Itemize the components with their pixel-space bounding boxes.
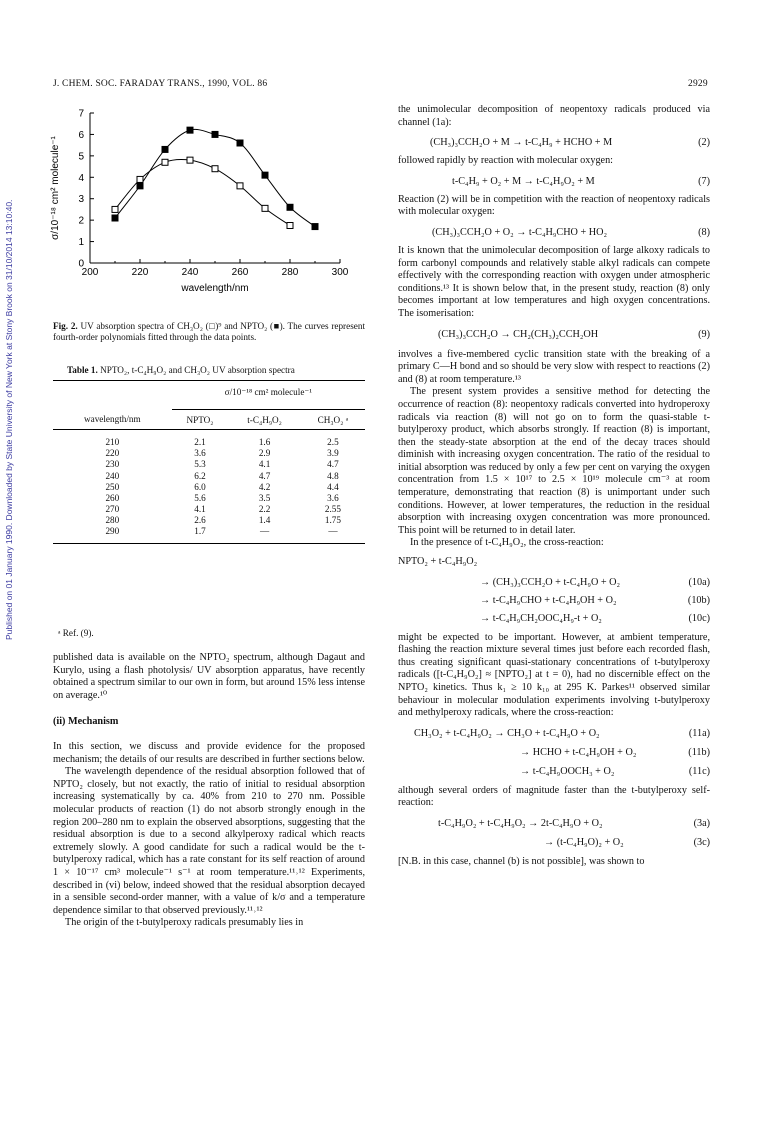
table-row: [53, 459, 365, 470]
equation-text: t-C₄H₉ + O₂ + M → t-C₄H₉O₂ + M: [452, 175, 595, 187]
table-row: [53, 436, 365, 447]
table-row: [53, 526, 365, 537]
fitted-curves: [115, 129, 315, 226]
equation-number: (10a): [688, 576, 710, 588]
equation-3c: [398, 837, 710, 850]
figure-caption: [53, 321, 365, 343]
column-header: t-C₄H₉O₂: [247, 414, 282, 425]
npto2-point: [262, 172, 268, 178]
equation-10b: [398, 595, 710, 608]
equation-text: → t-C₄H₉CHO + t-C₄H₉OH + O₂: [480, 594, 617, 606]
equation-11b: [398, 747, 710, 760]
equation-3a: [398, 818, 710, 831]
ch3o2-point: [187, 157, 193, 163]
table-row: [53, 481, 365, 492]
table-cell: 4.2: [258, 481, 271, 492]
ch3o2-point: [162, 159, 168, 165]
x-tick-label: 240: [181, 267, 199, 278]
column-header: NPTO₂: [186, 414, 214, 425]
fitted-curve: [115, 160, 290, 226]
table-cell: 6.0: [194, 481, 206, 492]
table-row: [53, 515, 365, 526]
paragraph: [N.B. in this case, channel (b) is not possible], was shown to: [398, 855, 645, 867]
equation-number: (3c): [693, 836, 710, 848]
x-axis-label: wavelength/nm: [181, 283, 249, 294]
table-cell: 5.3: [194, 459, 206, 470]
y-tick-label: 5: [78, 151, 84, 163]
table-cell: 4.8: [327, 470, 339, 481]
table-cell: 2.55: [324, 504, 341, 515]
figure-caption-text: UV absorption spectra of CH₃O₂ (□)⁹ and NPTO₂ (■). The curves represent fourth-order polynomials fitted through the data points.: [53, 321, 365, 343]
npto2-point: [187, 127, 193, 133]
npto2-point: [312, 224, 318, 230]
equation-text: (CH₃)₃CCH₂O + O₂ → t-C₄H₉CHO + HO₂: [432, 226, 608, 238]
table-cell: 4.7: [258, 470, 271, 481]
table-cell: 230: [105, 459, 120, 470]
paragraph: published data is available on the NPTO₂ spectrum, although Dagaut and Kurylo, using a flash photolysis/ UV absorption apparatus, have recently obtained a spectrum similar to our own in form, but around 15% less intense on average.¹⁰: [53, 652, 365, 701]
download-note: Published on 01 January 1990. Downloaded by State University of New York at Stony Brook on 31/10/2014 13:10:40.: [4, 199, 14, 640]
download-watermark: [4, 100, 16, 640]
table-cell: 220: [105, 448, 120, 459]
equation-10a: [398, 577, 710, 590]
table-footnote: ᵃ Ref. (9).: [58, 628, 94, 638]
running-header: J. CHEM. SOC. FARADAY TRANS., 1990, VOL. 86: [53, 79, 268, 89]
y-axis-label: σ/10⁻¹⁸ cm² molecule⁻¹: [50, 136, 61, 240]
table-cell: 1.7: [194, 526, 206, 537]
table-cell: 2.9: [258, 448, 271, 459]
table-cell: 1.4: [258, 515, 271, 526]
paragraph: In the presence of t-C₄H₉O₂, the cross-reaction:: [410, 537, 604, 549]
table-cell: 2.5: [327, 436, 339, 447]
equation-number: (10b): [687, 594, 710, 606]
x-tick-label: 200: [81, 267, 99, 278]
table-cell: 4.1: [258, 459, 271, 470]
table-cell: 2.6: [194, 515, 206, 526]
ch3o2-point: [212, 166, 218, 172]
table-row: [53, 448, 365, 459]
table-cell: —: [259, 526, 270, 537]
paragraph: followed rapidly by reaction with molecular oxygen:: [398, 155, 614, 167]
table-cell: 3.6: [194, 448, 206, 459]
table-cell: 1.75: [324, 515, 341, 526]
equation-number: (11b): [688, 746, 710, 758]
paragraph: The wavelength dependence of the residual absorption followed that of NPTO₂ closely, but not exactly, the ratio of initial to residual absorption increasing systematically by ca. 40% from 210 to 270 nm. Possible molecular products of reaction (1) do not absorb strongly enough in the region 200–280 nm to explain the observed absorptions, suggesting that the residual absorption is due to a second alkylperoxy radical which reacts extremely slowly. A good candidate for such a radical would be the t-butylperoxy radical, which has a rate constant for its self reaction of around 1 × 10⁻¹⁷ cm³ molecule⁻¹ s⁻¹ at room temperature.¹¹˒¹² Experiments, described in (vi) below, indeed showed that the residual absorption decayed in a sensible second-order manner, with a value of k/σ and a temperature dependence similar to that observed previously.¹¹˒¹²: [53, 766, 365, 916]
table-cell: 2.2: [258, 504, 271, 515]
table-group-header: σ/10⁻¹⁸ cm² molecule⁻¹: [224, 387, 313, 398]
left-column: [53, 652, 365, 930]
table-cell: 3.6: [327, 492, 339, 503]
table-cell: 250: [105, 481, 120, 492]
table-cell: 1.6: [258, 436, 271, 447]
paragraph: might be expected to be important. However, at ambient temperature, flashing the reaction mixture several times just before each recorded flash, thus creating significant quasi-stationary concentrations of t-butylperoxy radicals ([t-C₄H₉O₂] ≈ [NPTO₂] at t = 0), had no discernible effect on the NPTO₂ kinetics. Thus k₁ ≥ 10 k₁₀ at 295 K. Parkes¹¹ observed similar behaviour in molecular modulation experiments involving t-butylperoxy and methylperoxy radicals, where the cross-reaction:: [398, 631, 710, 719]
equation-number: (7): [698, 175, 710, 187]
table-cell: 3.9: [327, 448, 339, 459]
fitted-curve: [115, 129, 315, 226]
npto2-point: [212, 131, 218, 137]
paragraph: Reaction (2) will be in competition with the reaction of neopentoxy radicals with molecular oxygen:: [398, 193, 710, 218]
y-tick-label: 6: [78, 129, 84, 141]
equation-10-lhs: NPTO₂ + t-C₄H₉O₂: [398, 556, 478, 568]
equation-text: (CH₃)₃CCH₂O + M → t-C₄H₉ + HCHO + M: [430, 137, 613, 149]
uv-spectra-chart: [40, 105, 365, 315]
paragraph: It is known that the unimolecular decomposition of large alkoxy radicals to form carbonyl compounds and relatively stable alkyl radicals can compete effectively with the corresponding reaction with oxygen under atmospheric conditions.¹³ It is shown below that, in the present study, reaction (8) only becomes important at low temperatures and high oxygen concentrations. The isomerisation:: [398, 244, 710, 319]
y-tick-label: 2: [78, 215, 84, 227]
table-cell: 6.2: [194, 470, 206, 481]
x-tick-label: 260: [231, 267, 249, 278]
equation-text: → (t-C₄H₉O)₂ + O₂: [544, 836, 624, 848]
y-tick-label: 0: [78, 258, 84, 270]
equation-number: (10c): [688, 612, 710, 624]
y-tick-label: 1: [78, 237, 84, 249]
equation-text: → t-C₄H₉OOCH₃ + O₂: [520, 765, 615, 777]
table-cell: 270: [105, 504, 120, 515]
table-cell: 5.6: [194, 492, 206, 503]
paragraph: The present system provides a sensitive method for detecting the occurrence of reaction (8): neopentoxy radicals converted into hydroperoxy radicals via reaction (8) will not go on to form the quasi-stable t-butylperoxy product, which absorbs strongly. If reaction (8) is important, then the steady-state absorption at the end of the decay traces should diminish with increasing oxygen concentration. The ratio of the residual to initial absorption was reduced by only a few per cent on varying the oxygen concentration from 1.5 × 10¹⁷ to 2.5 × 10¹⁹ molecule cm⁻³ at room temperature, demonstrating that reaction (8) is unimportant under such conditions. However, at lower temperatures, the reduction in the residual absorption with increasing oxygen concentration was more pronounced. This point will be returned to in detail later.: [398, 386, 710, 536]
x-tick-label: 280: [281, 267, 299, 278]
figure-caption-label: Fig. 2.: [53, 321, 78, 331]
table-cell: 4.1: [194, 504, 206, 515]
y-tick-label: 4: [78, 172, 84, 184]
table-title-label: Table 1.: [67, 365, 98, 375]
ch3o2-point: [287, 223, 293, 229]
equation-text: (CH₃)₃CCH₂O → CH₂(CH₃)₂CCH₂OH: [438, 328, 599, 340]
equation-8: [398, 227, 710, 241]
x-tick-label: 220: [131, 267, 149, 278]
paragraph: In this section, we discuss and provide evidence for the proposed mechanism; the details of our results are described in further sections below.: [53, 740, 365, 765]
npto2-point: [112, 215, 118, 221]
npto2-point: [237, 140, 243, 146]
page-number: 2929: [688, 79, 708, 89]
equation-10c: [398, 613, 710, 626]
table-cell: 240: [105, 470, 120, 481]
ch3o2-point: [237, 183, 243, 189]
equation-number: (11a): [688, 727, 710, 739]
equation-7: [398, 176, 710, 190]
equation-number: (2): [698, 137, 710, 149]
column-header: CH₃O₂ ᵃ: [317, 414, 349, 425]
equation-2: [398, 137, 710, 151]
paragraph: involves a five-membered cyclic transition state with the breaking of a primary C—H bond and so should be very slow with respect to reactions (2) and (8) at room temperature.¹³: [398, 348, 710, 385]
ch3o2-point: [137, 176, 143, 182]
equation-11a: [398, 728, 710, 741]
table-cell: 210: [105, 436, 120, 447]
table-cell: 3.5: [258, 492, 271, 503]
table-cell: 280: [105, 515, 120, 526]
table-cell: 4.4: [327, 481, 339, 492]
table-row: [53, 492, 365, 503]
equation-number: (8): [698, 226, 710, 238]
x-tick-label: 300: [331, 267, 349, 278]
equation-11c: [398, 766, 710, 779]
section-heading: (ii) Mechanism: [53, 716, 119, 728]
y-tick-label: 3: [78, 194, 84, 206]
ch3o2-point: [112, 206, 118, 212]
table-title: [67, 365, 367, 376]
npto2-point: [287, 204, 293, 210]
equation-text: → HCHO + t-C₄H₉OH + O₂: [520, 746, 637, 758]
table-cell: 4.7: [327, 459, 339, 470]
data-points: [112, 127, 318, 229]
equation-number: (3a): [693, 817, 710, 829]
paragraph: The origin of the t-butylperoxy radicals presumably lies in: [65, 917, 304, 929]
equation-9: [398, 329, 710, 343]
table-cell: 290: [105, 526, 120, 537]
npto2-point: [137, 183, 143, 189]
table-cell: 2.1: [194, 436, 206, 447]
ch3o2-point: [262, 205, 268, 211]
paragraph: although several orders of magnitude faster than the t-butylperoxy self-reaction:: [398, 784, 710, 809]
data-table: [53, 380, 365, 544]
equation-text: → (CH₃)₃CCH₂O + t-C₄H₉O + O₂: [480, 576, 621, 588]
equation-text: CH₃O₂ + t-C₄H₉O₂ → CH₃O + t-C₄H₉O + O₂: [414, 727, 600, 739]
table-row: [53, 470, 365, 481]
y-tick-label: 7: [78, 108, 84, 120]
equation-text: → t-C₄H₉CH₂OOC₄H₉-t + O₂: [480, 612, 602, 624]
column-header: wavelength/nm: [84, 414, 141, 425]
table-cell: —: [328, 526, 338, 537]
table-cell: 260: [105, 492, 120, 503]
equation-number: (11c): [688, 765, 710, 777]
table-row: [53, 504, 365, 515]
npto2-point: [162, 146, 168, 152]
equation-number: (9): [698, 328, 710, 340]
paragraph: the unimolecular decomposition of neopentoxy radicals produced via channel (1a):: [398, 104, 710, 128]
table-title-text: NPTO₂, t-C₄H₉O₂ and CH₃O₂ UV absorption spectra: [100, 365, 295, 375]
equation-text: t-C₄H₉O₂ + t-C₄H₉O₂ → 2t-C₄H₉O + O₂: [438, 817, 603, 829]
right-column: [398, 104, 710, 869]
